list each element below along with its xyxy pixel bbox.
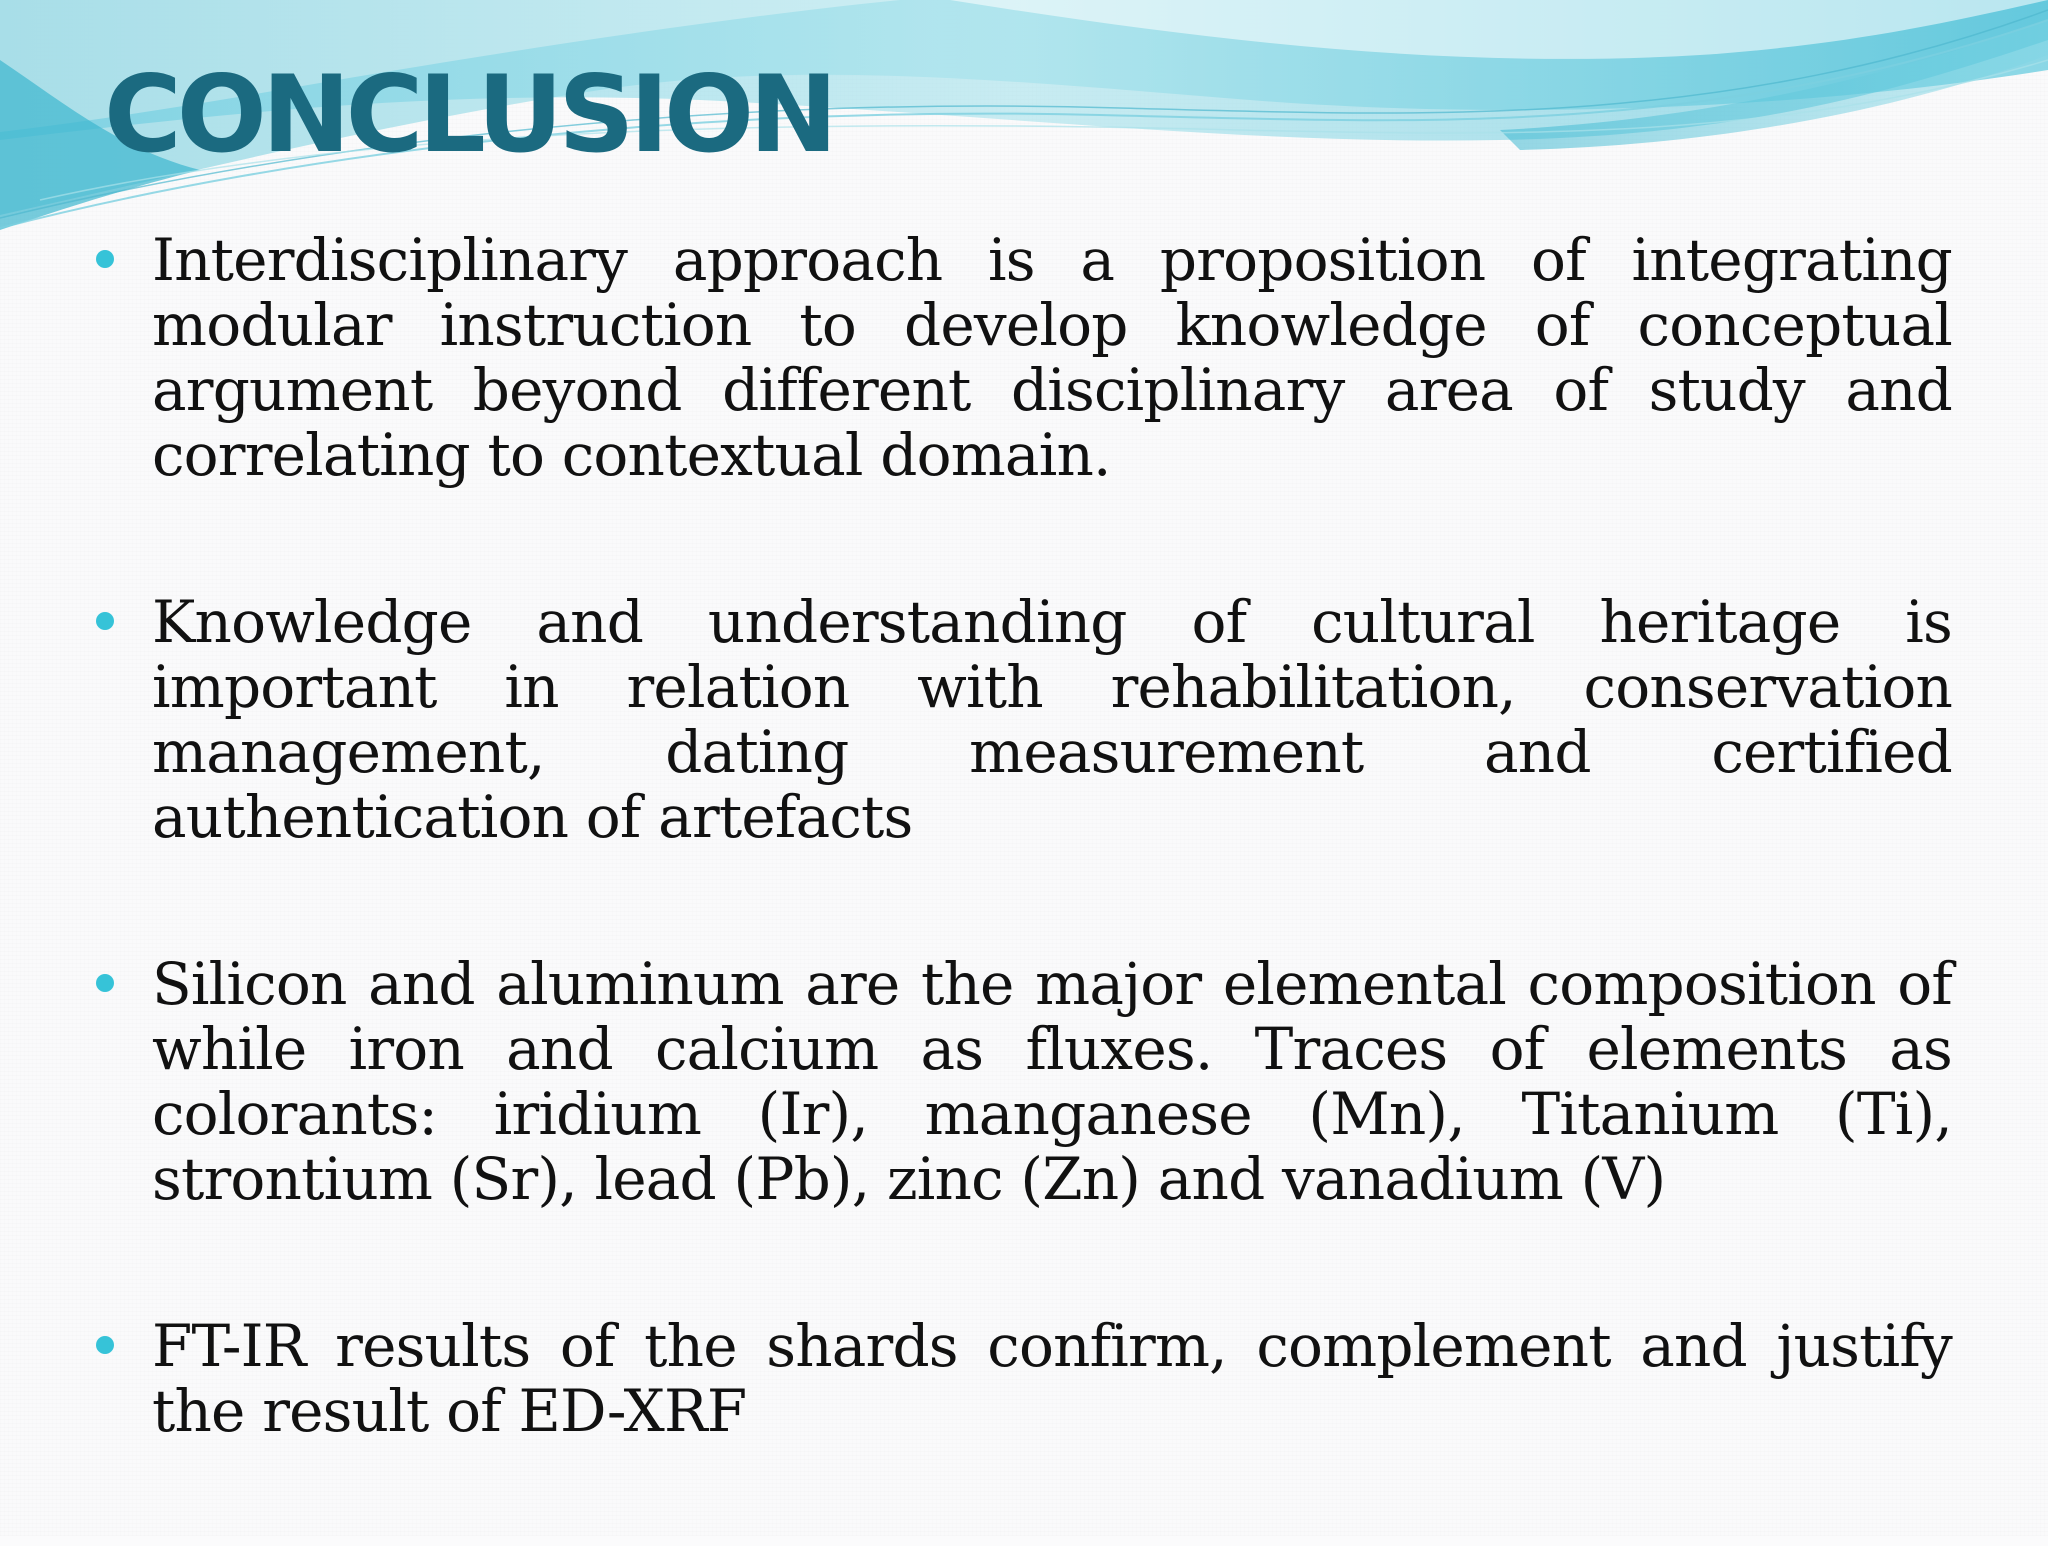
bullet-item	[92, 228, 1952, 488]
slide-title: CONCLUSION	[104, 53, 833, 176]
bullet-text: Interdisciplinary approach is a proposition of integrating modular instruction to develop knowledge of conceptual argument beyond different disciplinary area of study and correlating to contextual domain.	[152, 226, 1952, 489]
bullet-text: Knowledge and understanding of cultural heritage is important in relation with rehabilitation, conservation management, dating measurement and certified authentication of artefacts	[152, 588, 1952, 851]
bullet-item	[92, 590, 1952, 850]
bullet-dot-icon	[96, 612, 114, 630]
bullet-text: FT-IR results of the shards confirm, complement and justify the result of ED-XRF	[152, 1312, 1952, 1445]
bullet-dot-icon	[96, 250, 114, 268]
bullet-text: Silicon and aluminum are the major elemental composition of while iron and calcium as fluxes. Traces of elements as colorants: iridium (Ir), manganese (Mn), Titanium (Ti), strontium (Sr), lead (Pb), zinc (Zn) and vanadium (V)	[152, 950, 1952, 1213]
bullet-item	[92, 1314, 1952, 1444]
bullet-dot-icon	[96, 974, 114, 992]
bullet-dot-icon	[96, 1336, 114, 1354]
bullet-list	[92, 228, 1952, 1546]
bullet-item	[92, 952, 1952, 1212]
